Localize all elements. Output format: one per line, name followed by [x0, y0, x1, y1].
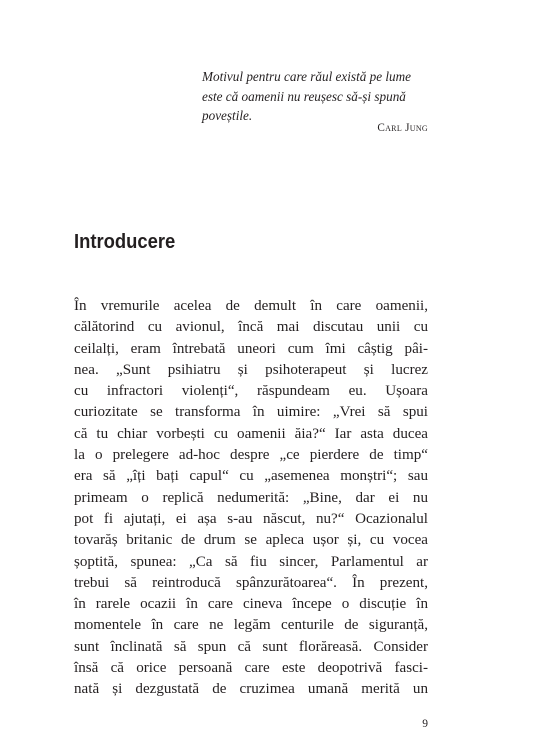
body-line: era să „îți bați capul“ cu „asemenea monștri“; sau — [74, 468, 428, 485]
body-line: nea. „Sunt psihiatru și psihoterapeut și lucrez — [74, 361, 428, 378]
epigraph-line-1: Motivul pentru care răul există pe lume — [202, 69, 411, 84]
body-line: cu infractori violenți“, răspundeam eu. Ușoara — [74, 383, 428, 400]
body-line: În vremurile acelea de demult în care oamenii, — [74, 298, 428, 314]
body-line: ceilalți, eram întrebată uneori cum îmi câștig pâi- — [74, 340, 428, 357]
epigraph — [202, 67, 428, 126]
body-line: călătorind cu avionul, încă mai discutau unii cu — [74, 319, 428, 336]
body-line: curiozitate se transforma în uimire: „Vrei să spui — [74, 404, 428, 421]
epigraph-line-3: poveștile. — [202, 108, 253, 123]
body-line: că tu chiar vorbești cu oamenii ăia?“ Iar asta ducea — [74, 425, 428, 442]
body-line: pot fi ajutați, ei așa s-au născut, nu?“ Ocazionalul — [74, 510, 428, 527]
body-text — [74, 296, 428, 701]
body-line: șoptită, spunea: „Ca să fiu sincer, Parlamentul ar — [74, 553, 428, 570]
body-line: nată și dezgustată de cruzimea umană merită un — [74, 681, 428, 698]
body-line: trebui să reintroducă spânzurătoarea“. În prezent, — [74, 574, 428, 591]
body-line: sunt înclinată să spun că sunt florăreasă. Consider — [74, 638, 428, 655]
epigraph-attribution: Carl Jung — [377, 122, 428, 134]
body-line: tovarăș britanic de drum se apleca ușor și, cu vocea — [74, 532, 428, 549]
epigraph-line-2: este că oamenii nu reușesc să-și spună — [202, 88, 406, 104]
page-number: 9 — [422, 718, 428, 730]
body-line: primeam o replică nedumerită: „Bine, dar ei nu — [74, 489, 428, 506]
body-line: în rarele ocazii în care cineva începe o discuție în — [74, 596, 428, 613]
chapter-title: Introducere — [74, 231, 176, 253]
body-line: însă că orice persoană care este deopotrivă fasci- — [74, 660, 428, 677]
body-line: momentele în care ne legăm centurile de siguranță, — [74, 617, 428, 634]
body-line: la o prelegere ad-hoc despre „ce pierdere de timp“ — [74, 447, 428, 464]
